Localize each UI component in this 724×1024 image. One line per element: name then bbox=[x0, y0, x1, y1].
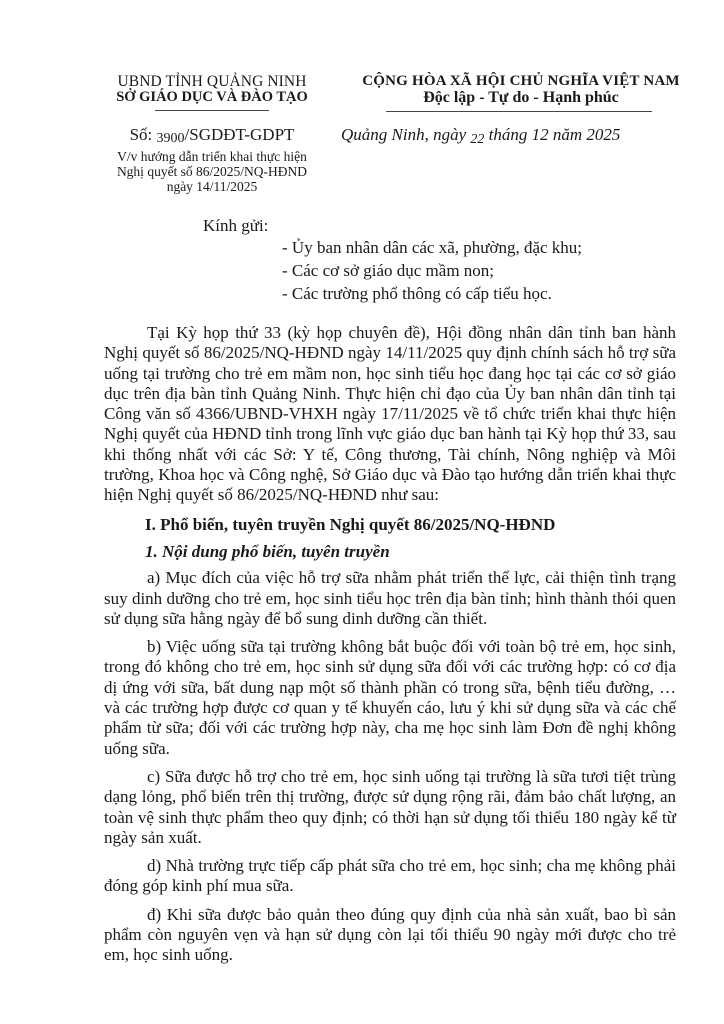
doc-number-suffix: /SGDĐT-GDPT bbox=[184, 125, 295, 144]
body-item-a: a) Mục đích của việc hỗ trợ sữa nhằm phát triển thể lực, cải thiện tình trạng suy dinh dưỡng cho trẻ em, học sinh tiểu học trên địa bàn tỉnh; hình thành thói quen sử dụng sữa hằng ngày để bổ sung dinh dưỡng cần thiết. bbox=[104, 568, 676, 628]
section-heading: I. Phổ biến, tuyên truyền Nghị quyết 86/2025/NQ-HĐND bbox=[145, 514, 556, 534]
body-item-d: d) Nhà trường trực tiếp cấp phát sữa cho trẻ em, học sinh; cha mẹ không phải đóng góp kinh phí mua sữa. bbox=[104, 856, 676, 896]
subsection-heading: 1. Nội dung phổ biến, tuyên truyền bbox=[145, 541, 390, 561]
body-item-c: c) Sữa được hỗ trợ cho trẻ em, học sinh uống tại trường là sữa tươi tiệt trùng dạng lỏng, phổ biến trên thị trường, được sử dụng rộng rãi, đảm bảo chất lượng, an toàn vệ sinh thực phẩm theo quy định; có thời hạn sử dụng tối thiểu 180 ngày kể từ ngày sản xuất. bbox=[104, 766, 676, 847]
doc-number-prefix: Số: bbox=[129, 125, 157, 144]
document-date bbox=[341, 125, 620, 145]
recipients-label: Kính gửi: bbox=[203, 216, 269, 235]
recipient-item: - Ủy ban nhân dân các xã, phường, đặc khu; bbox=[282, 238, 583, 257]
recipient-item: - Các trường phổ thông có cấp tiểu học. bbox=[282, 284, 552, 303]
national-motto: Độc lập - Tự do - Hạnh phúc bbox=[423, 89, 619, 106]
doc-number-value: 3900 bbox=[156, 131, 185, 146]
agency-parent: UBND TỈNH QUẢNG NINH bbox=[117, 73, 307, 90]
national-title: CỘNG HÒA XÃ HỘI CHỦ NGHĨA VIỆT NAM bbox=[362, 73, 680, 89]
intro-paragraph: Tại Kỳ họp thứ 33 (kỳ họp chuyên đề), Hội đồng nhân dân tỉnh ban hành Nghị quyết số 86/2025/NQ-HĐND ngày 14/11/2025 quy định chính sách hỗ trợ sữa uống tại trường cho trẻ em mầm non, học sinh tiểu học đang học tại các cơ sở giáo dục trên địa bàn tỉnh Quảng Ninh. Thực hiện chỉ đạo của Ủy ban nhân dân tỉnh tại Công văn số 4366/UBND-VHXH ngày 17/11/2025 về tổ chức triển khai thực hiện Nghị quyết của HĐND tỉnh trong lĩnh vực giáo dục ban hành tại Kỳ họp thứ 33, sau khi thống nhất với các Sở: Y tế, Công thương, Tài chính, Nông nghiệp và Môi trường, Khoa học và Công nghệ, Sở Giáo dục và Đào tạo hướng dẫn triển khai thực hiện Nghị quyết số 86/2025/NQ-HĐND như sau: bbox=[104, 323, 676, 505]
agency-underline bbox=[155, 110, 269, 111]
date-suffix: tháng 12 năm 2025 bbox=[484, 125, 621, 144]
document-subject: V/v hướng dẫn triển khai thực hiện Nghị quyết số 86/2025/NQ-HĐND ngày 14/11/2025 bbox=[116, 149, 308, 194]
recipient-item: - Các cơ sở giáo dục mầm non; bbox=[282, 261, 495, 280]
motto-underline bbox=[386, 111, 652, 112]
date-prefix: Quảng Ninh, ngày bbox=[341, 125, 471, 144]
body-item-dd: đ) Khi sữa được bảo quản theo đúng quy định của nhà sản xuất, bao bì sản phẩm còn nguyên vẹn và hạn sử dụng còn lại tối thiểu 90 ngày mới được cho trẻ em, học sinh uống. bbox=[104, 904, 676, 965]
document-body bbox=[104, 323, 676, 966]
body-item-b: b) Việc uống sữa tại trường không bắt buộc đối với toàn bộ trẻ em, học sinh, trong đó không cho trẻ em, học sinh sử dụng sữa đối với các trường hợp: có cơ địa dị ứng với sữa, bất dung nạp một số thành phần có trong sữa, bệnh tiểu đường, … và các trường hợp được cơ quan y tế khuyến cáo, lưu ý khi sử dụng sữa và các chế phẩm từ sữa; đối với các trường hợp này, cha mẹ học sinh làm Đơn đề nghị không uống sữa. bbox=[104, 637, 676, 758]
agency-name: SỞ GIÁO DỤC VÀ ĐÀO TẠO bbox=[116, 89, 308, 105]
date-day: 22 bbox=[470, 132, 485, 147]
document-number bbox=[100, 125, 324, 145]
